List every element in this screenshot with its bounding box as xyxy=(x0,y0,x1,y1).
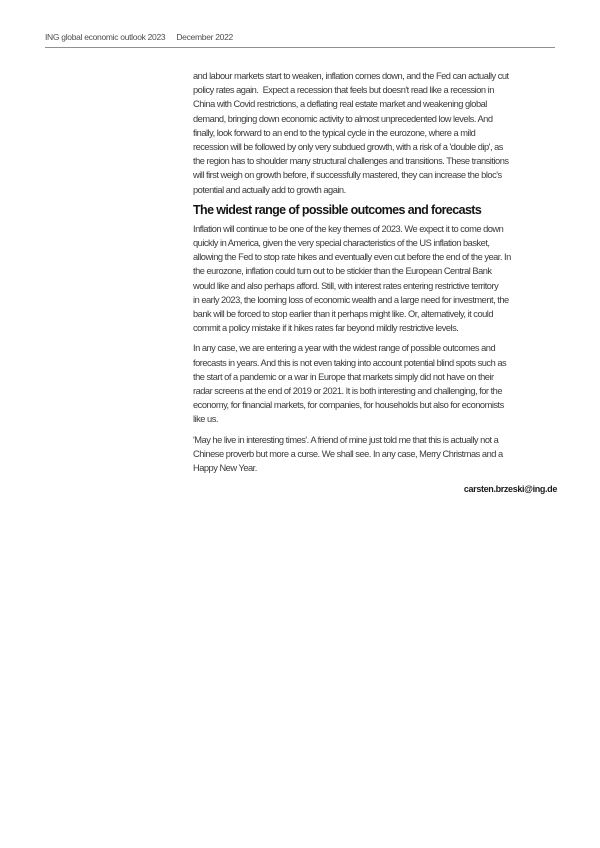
text-line: Chinese proverb but more a curse. We shall see. In any case, Merry Christmas and a xyxy=(193,448,503,459)
article-body xyxy=(193,69,557,495)
text-line: potential and actually add to growth again. xyxy=(193,184,346,195)
text-line: quickly in America, given the very special characteristics of the US inflation basket, xyxy=(193,238,490,249)
text-line: 'May he live in interesting times'. A friend of mine just told me that this is actually not a xyxy=(193,434,499,445)
text-line: Inflation will continue to be one of the key themes of 2023. We expect it to come down xyxy=(193,223,504,234)
text-line: the region has to shoulder many structural challenges and transitions. These transitions xyxy=(193,156,509,167)
text-line: like us. xyxy=(193,414,218,425)
paragraph-intro xyxy=(193,69,557,197)
text-line: China with Covid restrictions, a deflating real estate market and weakening global xyxy=(193,99,487,110)
text-line: demand, bringing down economic activity to almost unprecedented low levels. And xyxy=(193,113,493,124)
text-line: policy rates again. Expect a recession that feels but doesn't read like a recession in xyxy=(193,85,494,96)
text-line: would like and also perhaps afford. Still, with interest rates entering restrictive territory xyxy=(193,280,499,291)
text-line: and labour markets start to weaken, inflation comes down, and the Fed can actually cut xyxy=(193,71,509,81)
text-line: finally, look forward to an end to the typical cycle in the eurozone, where a mild xyxy=(193,127,476,138)
text-line: In any case, we are entering a year with the widest range of possible outcomes and xyxy=(193,343,496,354)
text-line: Happy New Year. xyxy=(193,463,257,474)
author-email-link[interactable]: carsten.brzeski@ing.de xyxy=(463,484,557,495)
text-line: in early 2023, the looming loss of economic wealth and a large need for investment, the xyxy=(193,294,509,305)
text-line: recession will be followed by only very subdued growth, with a risk of a 'double dip', as xyxy=(193,142,503,153)
paragraph-closing xyxy=(193,433,557,476)
header-doc-title: ING global economic outlook 2023 xyxy=(45,32,166,42)
text-line: radar screens at the end of 2019 or 2021. It is both interesting and challenging, for the xyxy=(193,386,503,397)
header-date: December 2022 xyxy=(176,32,233,42)
header-divider xyxy=(45,47,555,48)
paragraph-outlook xyxy=(193,341,557,426)
text-line: will first weigh on growth before, if successfully mastered, they can increase the bloc's xyxy=(193,170,502,181)
text-line: the eurozone, inflation could turn out to be stickier than the European Central Bank xyxy=(193,266,492,277)
text-line: bank will be forced to stop earlier than it perhaps might like. Or, alternatively, it could xyxy=(193,309,494,320)
page-header xyxy=(45,32,555,48)
text-line: economy, for financial markets, for companies, for households but also for economists xyxy=(193,400,504,411)
text-line: commit a policy mistake if it hikes rates far beyond mildly restrictive levels. xyxy=(193,323,459,334)
header-meta-row xyxy=(45,32,555,43)
text-line: the start of a pandemic or a war in Europe that markets simply did not have on their xyxy=(193,371,494,382)
text-line: forecasts in years. And this is not even taking into account potential blind spots such as xyxy=(193,357,507,368)
text-line: allowing the Fed to stop rate hikes and eventually even cut before the end of the year. In xyxy=(193,252,511,263)
paragraph-inflation xyxy=(193,222,557,336)
section-heading: The widest range of possible outcomes and forecasts xyxy=(193,202,482,217)
